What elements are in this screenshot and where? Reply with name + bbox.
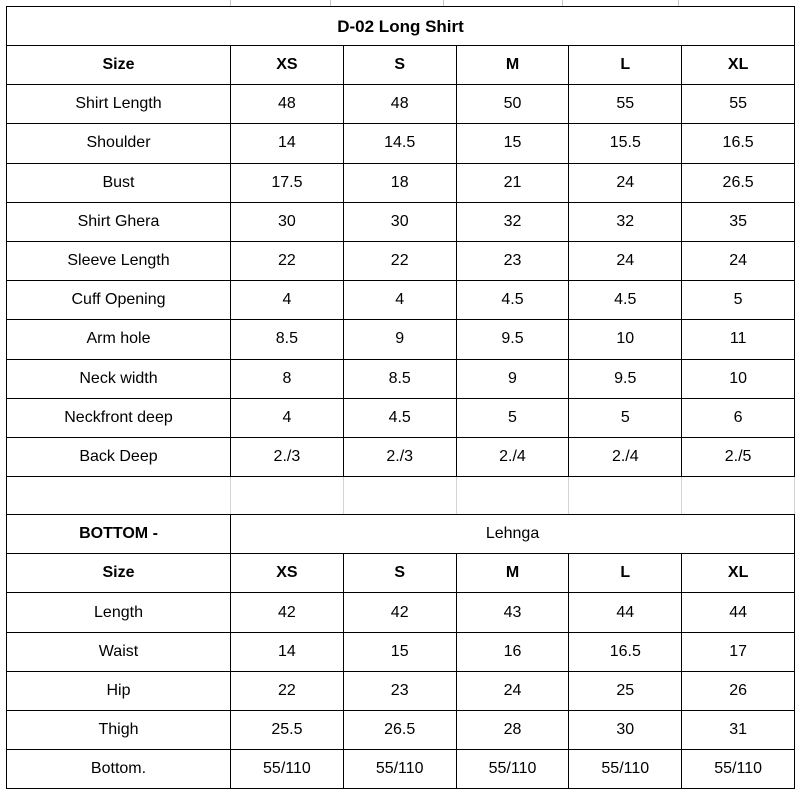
table-row (7, 124, 795, 163)
measurement-label: Shirt Length (7, 85, 231, 124)
measurement-value: 26.5 (343, 711, 456, 750)
measurement-value: 55/110 (456, 750, 569, 789)
size-header-label: Size (7, 46, 231, 85)
shirt-size-header-row (7, 46, 795, 85)
table-row (7, 85, 795, 124)
table-row (7, 632, 795, 671)
measurement-value: 44 (682, 593, 795, 632)
table-row (7, 359, 795, 398)
measurement-value: 55/110 (343, 750, 456, 789)
measurement-value: 8.5 (343, 359, 456, 398)
measurement-label: Bust (7, 163, 231, 202)
measurement-value: 4.5 (343, 398, 456, 437)
size-header-m: M (456, 46, 569, 85)
measurement-value: 55 (682, 85, 795, 124)
chart-title: D-02 Long Shirt (7, 7, 795, 46)
empty-cell (231, 477, 344, 515)
measurement-label: Length (7, 593, 231, 632)
measurement-label: Arm hole (7, 320, 231, 359)
table-row (7, 202, 795, 241)
size-header-xs: XS (231, 554, 344, 593)
table-row (7, 281, 795, 320)
measurement-value: 50 (456, 85, 569, 124)
measurement-value: 9 (343, 320, 456, 359)
measurement-value: 4 (231, 398, 344, 437)
bottom-section-label: BOTTOM - (7, 515, 231, 554)
measurement-value: 44 (569, 593, 682, 632)
empty-cell (682, 477, 795, 515)
measurement-value: 26.5 (682, 163, 795, 202)
measurement-value: 28 (456, 711, 569, 750)
size-header-l: L (569, 554, 682, 593)
measurement-value: 55/110 (231, 750, 344, 789)
measurement-value: 9.5 (456, 320, 569, 359)
measurement-label: Thigh (7, 711, 231, 750)
measurement-label: Bottom. (7, 750, 231, 789)
size-header-xl: XL (682, 554, 795, 593)
measurement-value: 4 (343, 281, 456, 320)
measurement-value: 35 (682, 202, 795, 241)
size-header-m: M (456, 554, 569, 593)
measurement-label: Neck width (7, 359, 231, 398)
measurement-value: 8 (231, 359, 344, 398)
table-row (7, 320, 795, 359)
measurement-value: 10 (569, 320, 682, 359)
measurement-value: 4.5 (456, 281, 569, 320)
measurement-value: 15 (343, 632, 456, 671)
measurement-value: 23 (456, 241, 569, 280)
measurement-value: 2./5 (682, 437, 795, 476)
measurement-value: 2./4 (456, 437, 569, 476)
measurement-value: 5 (682, 281, 795, 320)
measurement-value: 22 (231, 671, 344, 710)
measurement-label: Sleeve Length (7, 241, 231, 280)
measurement-value: 10 (682, 359, 795, 398)
measurement-value: 48 (231, 85, 344, 124)
measurement-value: 25 (569, 671, 682, 710)
measurement-value: 24 (569, 163, 682, 202)
measurement-value: 42 (231, 593, 344, 632)
measurement-value: 55/110 (569, 750, 682, 789)
measurement-value: 17.5 (231, 163, 344, 202)
measurement-value: 55 (569, 85, 682, 124)
measurement-value: 25.5 (231, 711, 344, 750)
measurement-label: Shirt Ghera (7, 202, 231, 241)
measurement-value: 24 (682, 241, 795, 280)
measurement-value: 16.5 (682, 124, 795, 163)
measurement-value: 16.5 (569, 632, 682, 671)
measurement-value: 11 (682, 320, 795, 359)
bottom-type: Lehnga (231, 515, 795, 554)
measurement-value: 2./4 (569, 437, 682, 476)
measurement-label: Back Deep (7, 437, 231, 476)
table-row (7, 593, 795, 632)
measurement-value: 14.5 (343, 124, 456, 163)
measurement-value: 22 (343, 241, 456, 280)
measurement-value: 4 (231, 281, 344, 320)
measurement-value: 14 (231, 632, 344, 671)
spacer-row (7, 477, 795, 515)
empty-cell (569, 477, 682, 515)
size-header-l: L (569, 46, 682, 85)
measurement-value: 30 (343, 202, 456, 241)
measurement-value: 5 (569, 398, 682, 437)
measurement-value: 15.5 (569, 124, 682, 163)
measurement-value: 2./3 (231, 437, 344, 476)
bottom-size-header-row (7, 554, 795, 593)
measurement-value: 30 (569, 711, 682, 750)
measurement-value: 32 (456, 202, 569, 241)
measurement-value: 17 (682, 632, 795, 671)
title-row (7, 7, 795, 46)
measurement-value: 9 (456, 359, 569, 398)
empty-cell (456, 477, 569, 515)
measurement-value: 8.5 (231, 320, 344, 359)
measurement-value: 42 (343, 593, 456, 632)
size-header-xs: XS (231, 46, 344, 85)
measurement-value: 21 (456, 163, 569, 202)
size-header-label: Size (7, 554, 231, 593)
table-row (7, 241, 795, 280)
measurement-value: 18 (343, 163, 456, 202)
measurement-value: 24 (569, 241, 682, 280)
table-row (7, 711, 795, 750)
measurement-value: 30 (231, 202, 344, 241)
measurement-value: 4.5 (569, 281, 682, 320)
empty-cell (7, 477, 231, 515)
measurement-value: 15 (456, 124, 569, 163)
size-chart-table (6, 6, 795, 789)
measurement-value: 24 (456, 671, 569, 710)
measurement-value: 5 (456, 398, 569, 437)
measurement-value: 2./3 (343, 437, 456, 476)
measurement-value: 32 (569, 202, 682, 241)
measurement-value: 43 (456, 593, 569, 632)
bottom-header-row (7, 515, 795, 554)
table-row (7, 398, 795, 437)
measurement-label: Cuff Opening (7, 281, 231, 320)
measurement-value: 9.5 (569, 359, 682, 398)
table-row (7, 437, 795, 476)
empty-cell (343, 477, 456, 515)
size-header-s: S (343, 554, 456, 593)
measurement-value: 55/110 (682, 750, 795, 789)
measurement-value: 16 (456, 632, 569, 671)
measurement-value: 31 (682, 711, 795, 750)
size-header-xl: XL (682, 46, 795, 85)
measurement-label: Waist (7, 632, 231, 671)
measurement-label: Shoulder (7, 124, 231, 163)
size-header-s: S (343, 46, 456, 85)
measurement-label: Hip (7, 671, 231, 710)
measurement-value: 26 (682, 671, 795, 710)
table-row (7, 750, 795, 789)
table-row (7, 163, 795, 202)
measurement-value: 23 (343, 671, 456, 710)
measurement-value: 22 (231, 241, 344, 280)
measurement-label: Neckfront deep (7, 398, 231, 437)
table-row (7, 671, 795, 710)
measurement-value: 14 (231, 124, 344, 163)
measurement-value: 48 (343, 85, 456, 124)
measurement-value: 6 (682, 398, 795, 437)
